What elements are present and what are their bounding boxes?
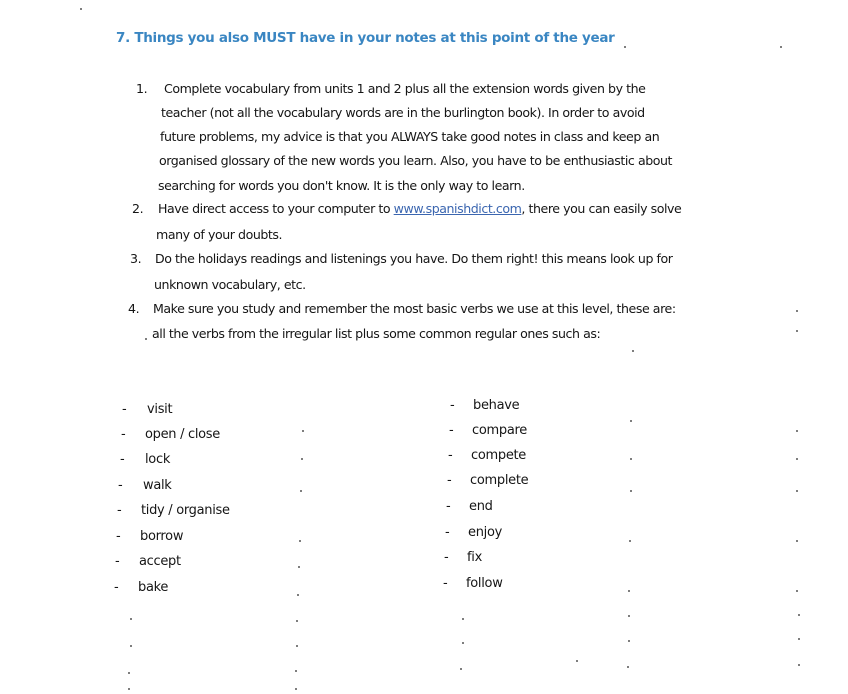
scan-speck — [80, 8, 82, 10]
scan-speck — [628, 640, 630, 642]
list-item-3 — [130, 246, 750, 298]
scan-speck — [796, 430, 798, 432]
scan-speck — [295, 688, 297, 690]
scan-speck — [130, 645, 132, 647]
scan-speck — [628, 590, 630, 592]
scan-speck — [780, 46, 782, 48]
verb-item: borrow — [140, 529, 184, 544]
list-item-line: teacher (not all the vocabulary words are in the burlington book). In order to avoid — [161, 105, 645, 120]
scan-speck — [796, 590, 798, 592]
bullet-dash: - — [447, 473, 452, 488]
scan-speck — [796, 330, 798, 332]
scan-speck — [301, 458, 303, 460]
list-item-line: organised glossary of the new words you learn. Also, you have to be enthusiastic about — [159, 153, 673, 168]
list-item-1 — [136, 76, 736, 206]
scan-speck — [624, 46, 626, 48]
list-item-line — [158, 196, 681, 221]
verb-item: end — [469, 499, 493, 514]
verb-item: walk — [143, 478, 172, 493]
list-item-text: Have direct access to your computer to — [158, 201, 394, 216]
verb-item: follow — [466, 576, 503, 591]
scan-speck — [302, 430, 304, 432]
verb-item: complete — [470, 473, 529, 488]
bullet-dash: - — [443, 576, 448, 591]
list-item-text: , there you can easily solve — [521, 201, 682, 216]
bullet-dash: - — [445, 525, 450, 540]
scan-speck — [295, 670, 297, 672]
verb-item: visit — [147, 402, 173, 417]
scan-speck — [796, 310, 798, 312]
section-heading: 7. Things you also MUST have in your notes at this point of the year — [116, 30, 615, 46]
list-item-line: searching for words you don't know. It is the only way to learn. — [158, 178, 525, 193]
scan-speck — [299, 540, 301, 542]
list-item-2 — [132, 196, 752, 248]
scan-speck — [627, 666, 629, 668]
scan-speck — [130, 618, 132, 620]
bullet-dash: - — [118, 478, 123, 493]
bullet-dash: - — [117, 503, 122, 518]
bullet-dash: - — [121, 427, 126, 442]
scan-speck — [629, 540, 631, 542]
bullet-dash: - — [122, 402, 127, 417]
verb-item: bake — [138, 580, 169, 595]
scan-speck — [296, 620, 298, 622]
scan-speck — [630, 490, 632, 492]
spanishdict-link[interactable]: www.spanishdict.com — [393, 201, 522, 216]
scan-speck — [628, 615, 630, 617]
bullet-dash: - — [115, 554, 120, 569]
list-item-line: Complete vocabulary from units 1 and 2 plus all the extension words given by the — [164, 81, 646, 96]
scan-speck — [632, 350, 634, 352]
scan-speck — [798, 614, 800, 616]
verb-item: fix — [467, 550, 482, 565]
scan-speck — [296, 645, 298, 647]
scan-speck — [630, 420, 632, 422]
verb-item: compare — [472, 423, 527, 438]
list-number: 3. — [130, 251, 142, 266]
verb-item: lock — [145, 452, 171, 467]
verb-item: accept — [139, 554, 181, 569]
scan-speck — [798, 664, 800, 666]
scan-speck — [298, 566, 300, 568]
scan-speck — [297, 594, 299, 596]
bullet-dash: - — [116, 529, 121, 544]
scan-speck — [460, 668, 462, 670]
bullet-dash: - — [449, 423, 454, 438]
list-item-line: many of your doubts. — [156, 227, 283, 242]
scan-speck — [796, 540, 798, 542]
verb-item: open / close — [145, 427, 220, 442]
scan-speck — [462, 618, 464, 620]
bullet-dash: - — [444, 550, 449, 565]
list-item-line: Make sure you study and remember the most basic verbs we use at this level, these are: — [153, 301, 676, 316]
bullet-dash: - — [448, 448, 453, 463]
list-item-line: future problems, my advice is that you ALWAYS take good notes in class and keep an — [160, 129, 660, 144]
bullet-dash: - — [450, 398, 455, 413]
list-item-line: all the verbs from the irregular list plus some common regular ones such as: — [152, 326, 601, 341]
scan-speck — [796, 490, 798, 492]
list-number: 1. — [136, 81, 148, 96]
list-item-line: Do the holidays readings and listenings you have. Do them right! this means look up for — [155, 251, 673, 266]
verb-item: tidy / organise — [141, 503, 230, 518]
bullet-dash: - — [446, 499, 451, 514]
scan-speck — [630, 458, 632, 460]
list-number: 4. — [128, 301, 140, 316]
scan-speck — [796, 458, 798, 460]
scan-speck — [128, 688, 130, 690]
verb-item: behave — [473, 398, 520, 413]
bullet-dash: - — [120, 452, 125, 467]
scan-speck — [300, 490, 302, 492]
list-item-line: unknown vocabulary, etc. — [154, 277, 306, 292]
scan-speck — [576, 660, 578, 662]
list-number: 2. — [132, 201, 144, 216]
list-item-4 — [128, 296, 748, 348]
verb-item: compete — [471, 448, 527, 463]
scan-speck — [145, 338, 147, 340]
bullet-dash: - — [114, 580, 119, 595]
scan-speck — [798, 638, 800, 640]
verb-item: enjoy — [468, 525, 502, 540]
scan-speck — [128, 672, 130, 674]
scan-speck — [462, 642, 464, 644]
